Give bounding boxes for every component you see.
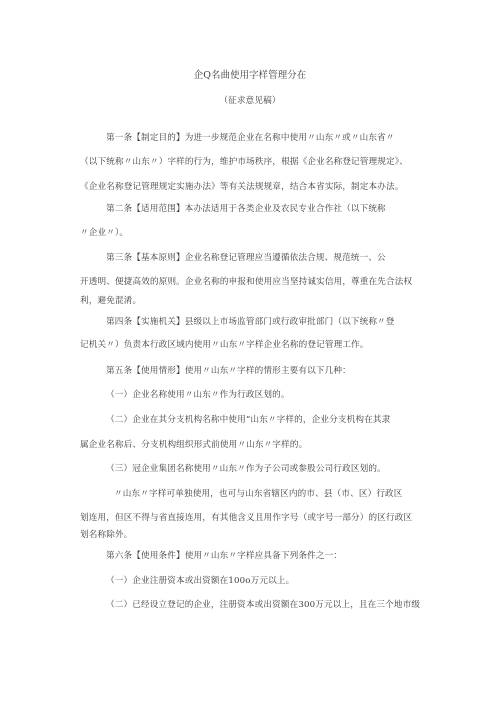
article-6-line-1: 第六条【使用条件】使用〃山东〃字样应具备下列条件之一：	[106, 551, 343, 561]
document-subtitle: （征求意见稿）	[219, 96, 281, 106]
article-3-line-1: 第三条【基本原则】企业名称登记管理应当遵循依法合规、规范统一、公	[106, 253, 386, 263]
article-5-item-3: （三）冠企业集团名称使用〃山东〃作为子公司或参股公司行政区划的。	[106, 464, 386, 474]
article-6-item-2: （二）已经设立登记的企业，注册资本或出资额在300万元以上，且在三个地市级	[106, 600, 421, 610]
article-5-item-2-line-1: （二）企业在其分支机构名称中使用“山东〃字样的，企业分支机构在其隶	[106, 415, 391, 425]
article-1-line-1: 第一条【制定目的】为进一步规范企业在名称中使用〃山东〃或〃山东省〃	[106, 133, 395, 143]
article-2-line-1: 第二条【适用范围】本办法适用于各类企业及农民专业合作社（以下统称	[106, 204, 386, 214]
article-2-line-2: 〃企业〃）。	[80, 228, 129, 238]
article-5-note-line-3: 划名称除外。	[80, 530, 133, 540]
article-5-item-2-line-2: 属企业名称后、分支机构组织形式前使用〃山东〃字样的。	[80, 440, 308, 450]
article-5-note-line-2: 划连用，但区不得与省直接连用，有其他含义且用作字号（或字号一部分）的区行政区	[80, 513, 413, 523]
article-1-line-3: 《企业名称登记管理规定实施办法》等有关法规规章，结合本省实际，制定本办法。	[80, 182, 404, 192]
article-6-item-1: （一）企业注册资本或出资额在100o万元以上。	[106, 576, 295, 586]
document-title: 企Q名曲使用字样管理分在	[193, 70, 307, 81]
article-3-line-2: 开透明、便捷高效的原则。企业名称的申报和使用应当坚持诚实信用，尊重在先合法权	[80, 277, 413, 287]
article-5-line-1: 第五条【使用情形】使用〃山东〃字样的情形主要有以下几种：	[106, 366, 351, 376]
article-4-line-1: 第四条【实施机关】县级以上市场监管部门或行政审批部门（以下统称〃登	[106, 317, 395, 327]
article-5-note-line-1: 〃山东〃字样可单独使用，也可与山东省辖区内的市、县（市、区）行政区	[114, 489, 403, 499]
article-1-line-2: （以下统称〃山东〃）字样的行为，维护市场秩序，根据《企业名称登记管理规定》、	[80, 157, 408, 167]
article-4-line-2: 记机关〃）负责本行政区域内使用〃山东〃字样企业名称的登记管理工作。	[80, 340, 369, 350]
article-3-line-3: 利，避免混淆。	[80, 296, 142, 306]
article-5-item-1: （一）企业名称使用〃山东〃作为行政区划的。	[106, 390, 290, 400]
